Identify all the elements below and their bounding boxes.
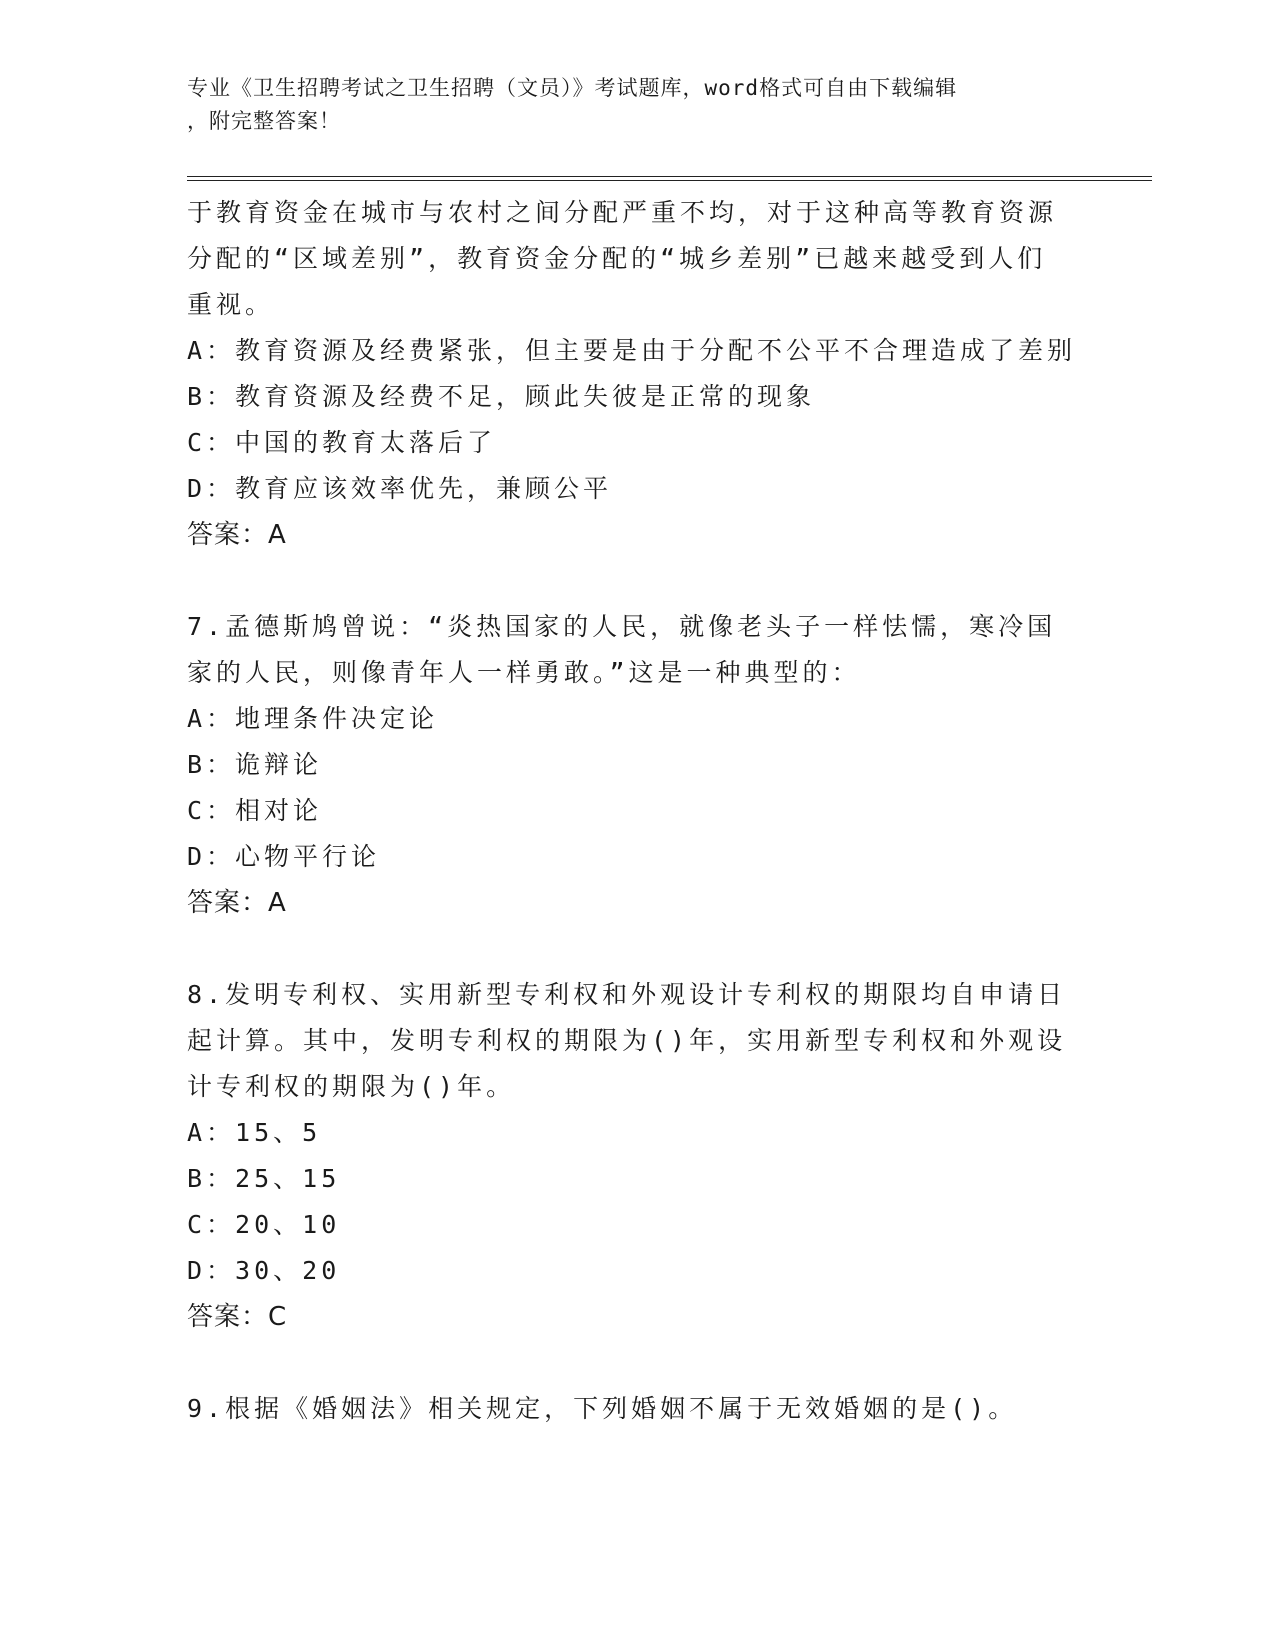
option-c: C：中国的教育太落后了 xyxy=(187,428,497,457)
header-line-2: ，附完整答案！ xyxy=(187,109,341,133)
option-d: D：教育应该效率优先，兼顾公平 xyxy=(187,474,613,503)
option-b: B：诡辩论 xyxy=(187,750,323,779)
answer-label: 答案：C xyxy=(187,1302,288,1332)
answer-label: 答案：A xyxy=(187,520,287,550)
question-6 xyxy=(187,190,1077,558)
document-body xyxy=(187,190,1077,1432)
header-line-1: 专业《卫生招聘考试之卫生招聘（文员）》考试题库，word格式可自由下载编辑 xyxy=(187,76,958,100)
spacer xyxy=(187,1340,1067,1386)
option-d: D：30、20 xyxy=(187,1256,341,1285)
option-a: A：15、5 xyxy=(187,1118,322,1147)
option-a: A：地理条件决定论 xyxy=(187,704,439,733)
spacer xyxy=(187,926,1067,972)
option-a: A：教育资源及经费紧张，但主要是由于分配不公平不合理造成了差别 xyxy=(187,336,1077,365)
question-stem: 8.发明专利权、实用新型专利权和外观设计专利权的期限均自申请日起计算。其中，发明专利权的期限为()年，实用新型专利权和外观设计专利权的期限为()年。 xyxy=(187,980,1067,1101)
question-stem: 9.根据《婚姻法》相关规定，下列婚姻不属于无效婚姻的是()。 xyxy=(187,1394,1018,1423)
question-stem: 于教育资金在城市与农村之间分配严重不均，对于这种高等教育资源分配的“区域差别”，教育资金分配的“城乡差别”已越来越受到人们重视。 xyxy=(187,198,1058,319)
option-b: B：25、15 xyxy=(187,1164,341,1193)
header-divider xyxy=(187,176,1152,181)
option-c: C：20、10 xyxy=(187,1210,341,1239)
option-d: D：心物平行论 xyxy=(187,842,381,871)
question-9 xyxy=(187,1386,1067,1432)
option-b: B：教育资源及经费不足，顾此失彼是正常的现象 xyxy=(187,382,816,411)
option-c: C：相对论 xyxy=(187,796,323,825)
spacer xyxy=(187,558,1067,604)
page-header xyxy=(187,72,1067,138)
question-7 xyxy=(187,604,1067,926)
answer-label: 答案：A xyxy=(187,888,287,918)
question-8 xyxy=(187,972,1067,1340)
question-stem: 7.孟德斯鸠曾说：“炎热国家的人民，就像老头子一样怯懦，寒冷国家的人民，则像青年人一样勇敢。”这是一种典型的： xyxy=(187,612,1057,687)
